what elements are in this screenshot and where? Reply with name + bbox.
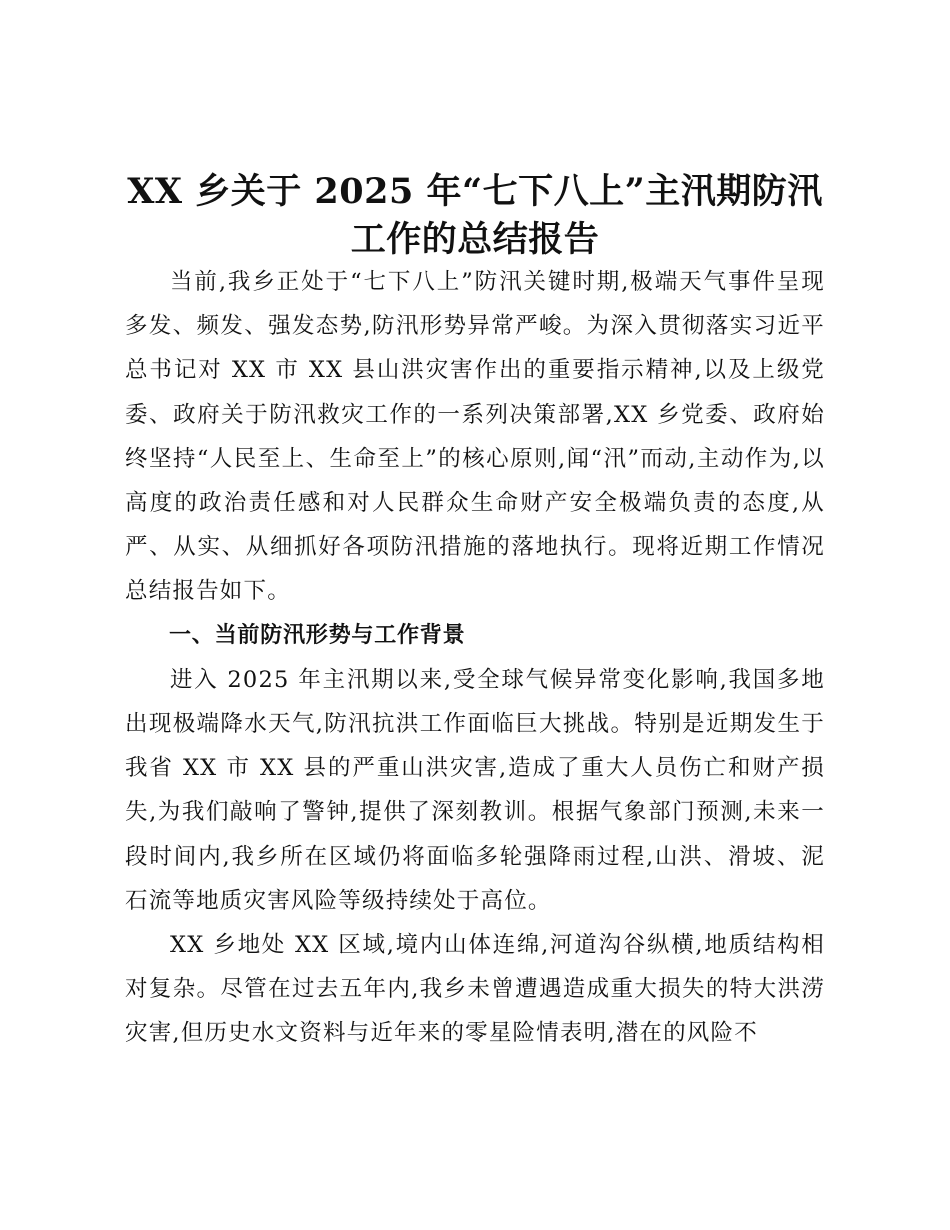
section-heading-1: 一、当前防汛形势与工作背景	[169, 622, 466, 648]
intro-paragraph: 当前,我乡正处于“七下八上”防汛关键时期,极端天气事件呈现多发、频发、强发态势,防汛形势异常严峻。为深入贯彻落实习近平总书记对 XX 市 XX 县山洪灾害作出的重要指示精神,以及上级党委、政府关于防汛救灾工作的一系列决策部署,XX 乡党委、政府始终坚持“人民至上、生命至上”的核心原则,闻“汛”而动,主动作为,以高度的政治责任感和对人民群众生命财产安全极端负责的态度,从严、从实、从细抓好各项防汛措施的落地执行。现将近期工作情况总结报告如下。	[125, 269, 825, 605]
document-title: XX 乡关于 2025 年“七下八上”主汛期防汛工作的总结报告	[127, 171, 823, 260]
document-body	[125, 260, 825, 1056]
section1-paragraph-1: 进入 2025 年主汛期以来,受全球气候异常变化影响,我国多地出现极端降水天气,防汛抗洪工作面临巨大挑战。特别是近期发生于我省 XX 市 XX 县的严重山洪灾害,造成了重大人员伤亡和财产损失,为我们敲响了警钟,提供了深刻教训。根据气象部门预测,未来一段时间内,我乡所在区域仍将面临多轮强降雨过程,山洪、滑坡、泥石流等地质灾害风险等级持续处于高位。	[125, 666, 825, 914]
section1-paragraph-2: XX 乡地处 XX 区域,境内山体连绵,河道沟谷纵横,地质结构相对复杂。尽管在过去五年内,我乡未曾遭遇造成重大损失的特大洪涝灾害,但历史水文资料与近年来的零星险情表明,潜在的风险不	[125, 932, 825, 1047]
